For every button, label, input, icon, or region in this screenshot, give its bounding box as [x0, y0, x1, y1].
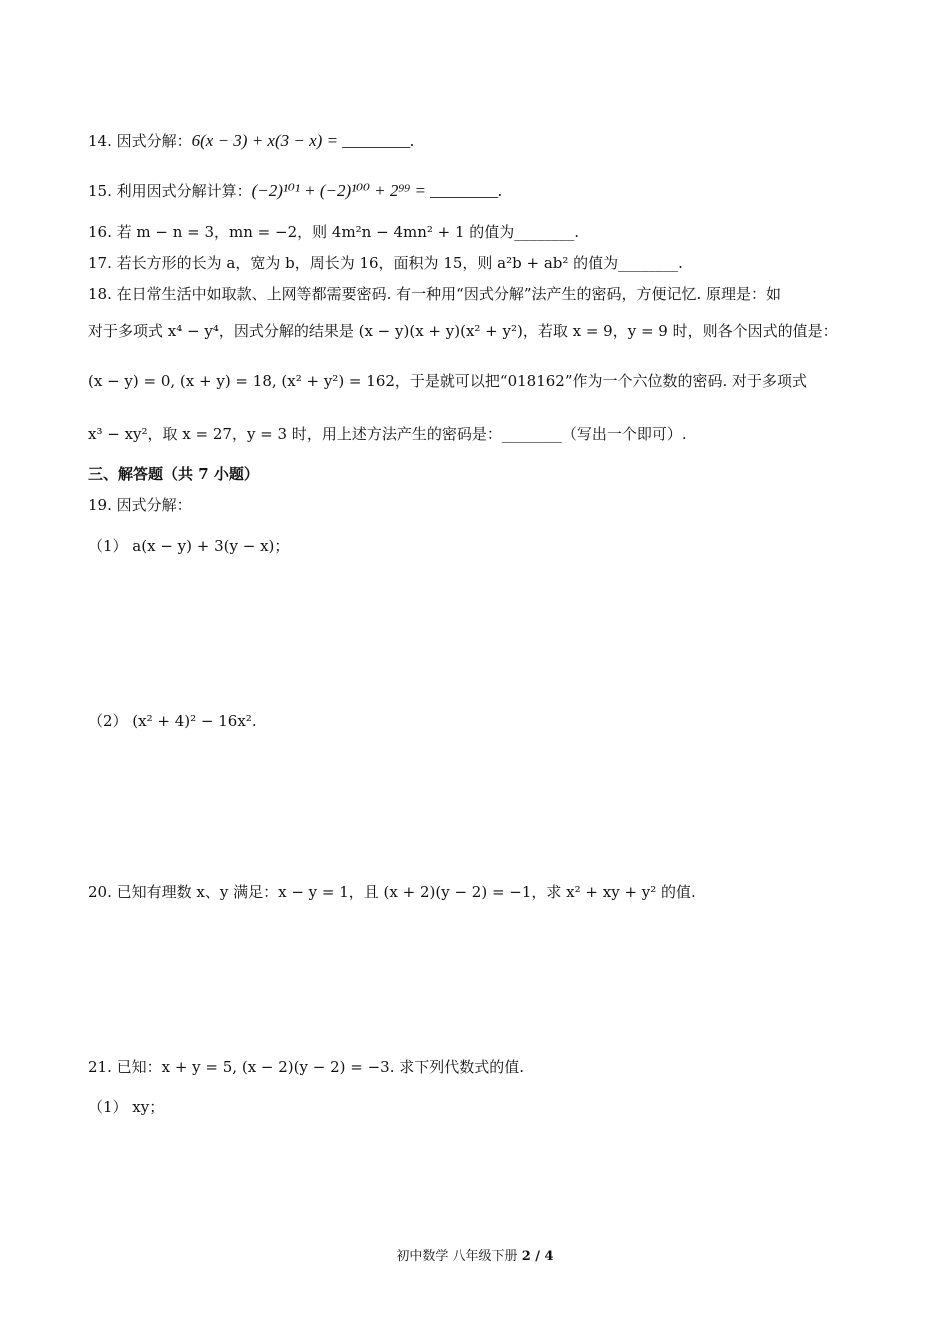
- question-16: [88, 223, 579, 242]
- page-number: 2 / 4: [521, 1249, 554, 1264]
- question-17: [88, 254, 683, 273]
- question-18-line-3: (x − y) = 0, (x + y) = 18, (x² + y²) = 162，于是就可以把“018162”作为一个六位数的密码. 对于多项式: [88, 372, 808, 390]
- question-15-expression: (−2)¹⁰¹ + (−2)¹⁰⁰ + 2⁹⁹ = ________.: [251, 181, 503, 200]
- question-14-expression: 6(x − 3) + x(3 − x) = ________.: [191, 131, 415, 150]
- question-15-text: 15. 利用因式分解计算：: [88, 182, 252, 200]
- question-19-part-1: （1） a(x − y) + 3(y − x)；: [88, 537, 290, 555]
- question-18-line-1: 18. 在日常生活中如取款、上网等都需要密码. 有一种用“因式分解”法产生的密码，方便记忆. 原理是：如: [88, 285, 782, 303]
- question-21-title: 21. 已知：x + y = 5, (x − 2)(y − 2) = −3. 求下列代数式的值.: [88, 1058, 525, 1076]
- footer-label: 初中数学 八年级下册: [396, 1249, 518, 1264]
- question-14: [88, 130, 415, 151]
- question-19-title: 19. 因式分解：: [88, 496, 192, 514]
- question-18-line-4: x³ − xy²，取 x = 27，y = 3 时，用上述方法产生的密码是：________（写出一个即可）.: [88, 425, 687, 443]
- question-21-part-1: （1） xy；: [88, 1098, 165, 1116]
- page-footer: [0, 1245, 950, 1264]
- question-20: 20. 已知有理数 x、y 满足：x − y = 1，且 (x + 2)(y − 2) = −1，求 x² + xy + y² 的值.: [88, 883, 696, 901]
- question-16-text: 16. 若 m − n = 3，mn = −2，则 4m²n − 4mn² + 1 的值为________.: [88, 223, 580, 241]
- question-14-text: 14. 因式分解：: [88, 132, 192, 150]
- question-18-line-2: 对于多项式 x⁴ − y⁴，因式分解的结果是 (x − y)(x + y)(x² + y²)，若取 x = 9，y = 9 时，则各个因式的值是：: [88, 322, 838, 340]
- question-19-part-2: （2） (x² + 4)² − 16x².: [88, 712, 257, 730]
- question-15: [88, 180, 502, 201]
- section-heading: 三、解答题（共 7 小题）: [88, 465, 259, 483]
- question-17-text: 17. 若长方形的长为 a，宽为 b，周长为 16，面积为 15，则 a²b + ab² 的值为________.: [88, 254, 683, 272]
